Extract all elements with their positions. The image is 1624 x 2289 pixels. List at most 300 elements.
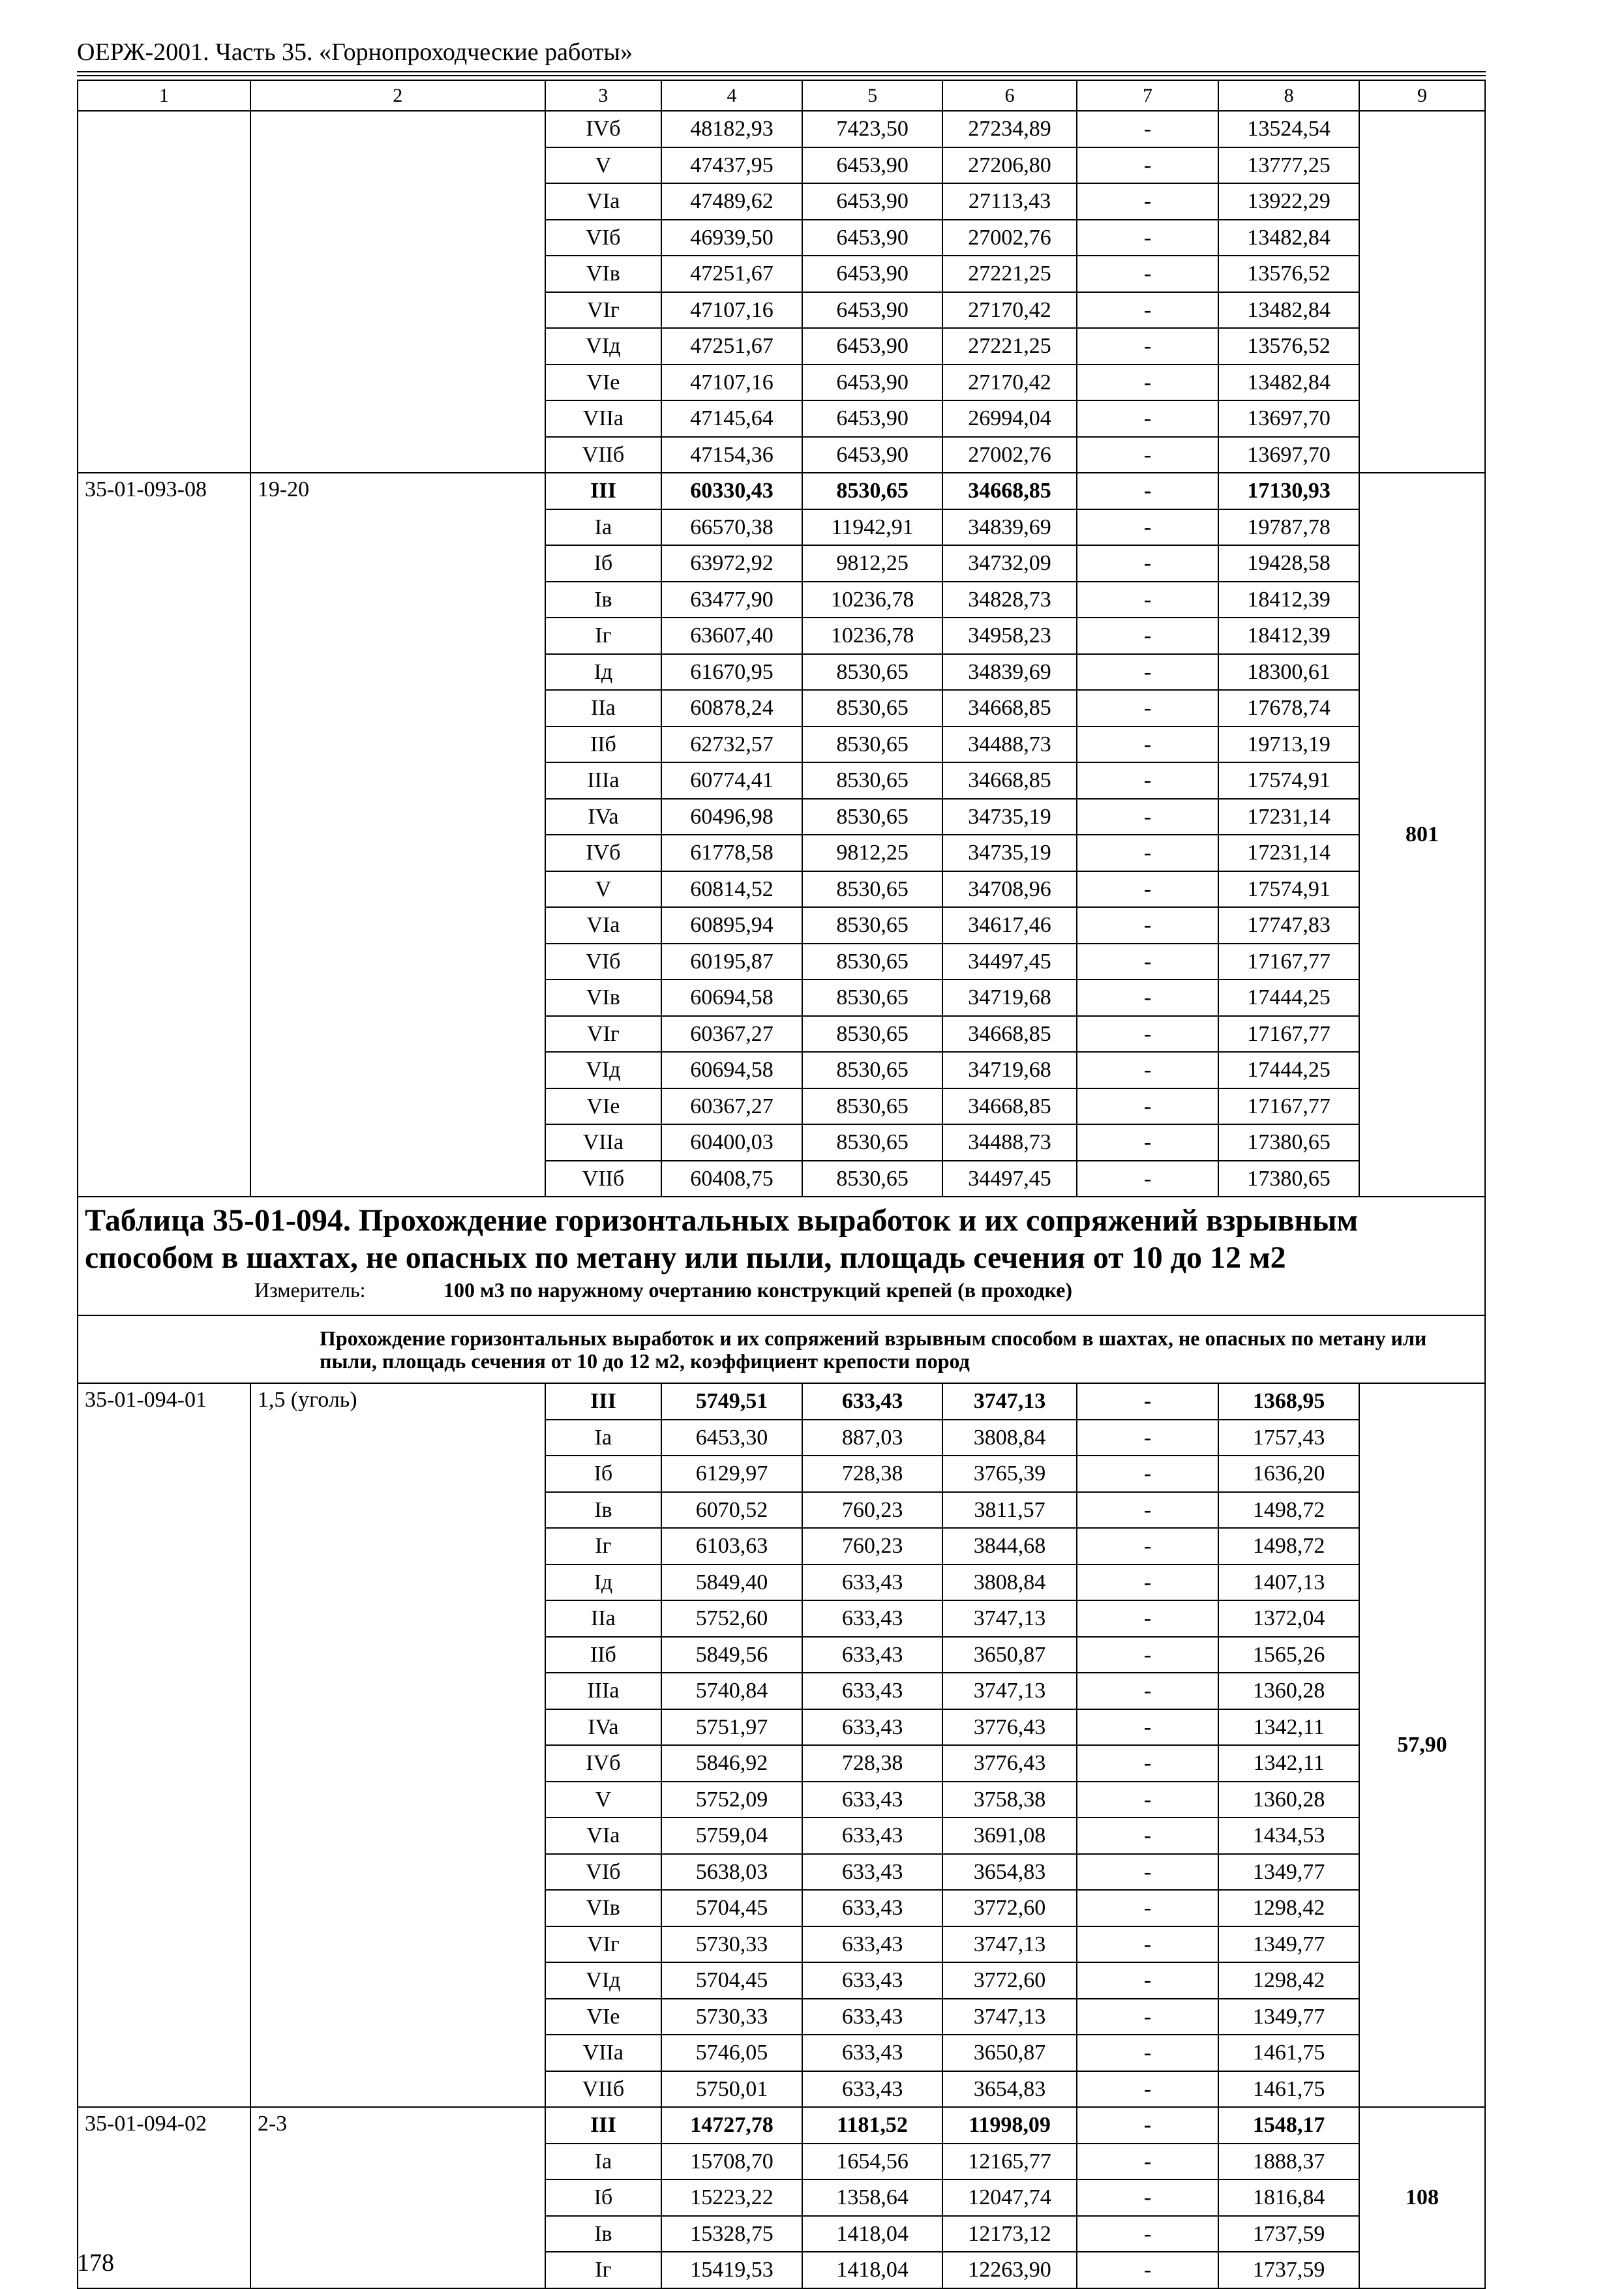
wages-cell: 633,43: [802, 1999, 943, 2035]
materials-cell: 13697,70: [1218, 437, 1359, 473]
rates-table: [77, 80, 1486, 2289]
column-header: 7: [1077, 80, 1219, 111]
materials-cell: 19428,58: [1218, 545, 1359, 582]
conditions-cell: VIe: [545, 1999, 662, 2035]
machinery-cell: 34732,09: [942, 545, 1076, 582]
direct-cost-cell: 48182,93: [661, 111, 802, 147]
table-row: [78, 2107, 1485, 2144]
drivers-wages-cell: -: [1077, 762, 1219, 799]
direct-cost-cell: 60195,87: [661, 944, 802, 980]
machinery-cell: 3772,60: [942, 1962, 1076, 1999]
materials-cell: 1360,28: [1218, 1782, 1359, 1818]
wages-cell: 633,43: [802, 1818, 943, 1854]
materials-cell: 13576,52: [1218, 328, 1359, 365]
direct-cost-cell: 60330,43: [661, 473, 802, 509]
conditions-cell: VIб: [545, 944, 662, 980]
machinery-cell: 34839,69: [942, 654, 1076, 691]
machinery-cell: 3772,60: [942, 1890, 1076, 1926]
materials-cell: 17444,25: [1218, 980, 1359, 1016]
drivers-wages-cell: -: [1077, 1124, 1219, 1161]
drivers-wages-cell: -: [1077, 1052, 1219, 1088]
drivers-wages-cell: -: [1077, 365, 1219, 401]
materials-cell: 1407,13: [1218, 1564, 1359, 1601]
direct-cost-cell: 5752,09: [661, 1782, 802, 1818]
direct-cost-cell: 61778,58: [661, 835, 802, 871]
machinery-cell: 34708,96: [942, 871, 1076, 908]
conditions-cell: VIд: [545, 1052, 662, 1088]
materials-cell: 17380,65: [1218, 1124, 1359, 1161]
unit-label: Измеритель:: [254, 1278, 366, 1302]
direct-cost-cell: 5751,97: [661, 1709, 802, 1746]
drivers-wages-cell: -: [1077, 871, 1219, 908]
wages-cell: 11942,91: [802, 509, 943, 546]
drivers-wages-cell: -: [1077, 1564, 1219, 1601]
wages-cell: 1418,04: [802, 2252, 943, 2288]
wages-cell: 10236,78: [802, 618, 943, 654]
drivers-wages-cell: -: [1077, 2179, 1219, 2216]
drivers-wages-cell: -: [1077, 654, 1219, 691]
machinery-cell: 27221,25: [942, 328, 1076, 365]
rate-code-cell: [78, 111, 250, 473]
direct-cost-cell: 46939,50: [661, 220, 802, 256]
direct-cost-cell: 63477,90: [661, 582, 802, 618]
machinery-cell: 27221,25: [942, 256, 1076, 292]
conditions-cell: VIa: [545, 183, 662, 220]
conditions-cell: IIб: [545, 726, 662, 763]
wages-cell: 728,38: [802, 1456, 943, 1492]
direct-cost-cell: 47145,64: [661, 400, 802, 437]
wages-cell: 6453,90: [802, 328, 943, 365]
conditions-cell: IIIa: [545, 1673, 662, 1709]
machinery-cell: 12165,77: [942, 2144, 1076, 2180]
conditions-cell: VIa: [545, 907, 662, 944]
drivers-wages-cell: -: [1077, 618, 1219, 654]
drivers-wages-cell: -: [1077, 1926, 1219, 1963]
wages-cell: 760,23: [802, 1528, 943, 1564]
direct-cost-cell: 5704,45: [661, 1890, 802, 1926]
drivers-wages-cell: -: [1077, 437, 1219, 473]
materials-cell: 1737,59: [1218, 2216, 1359, 2252]
wages-cell: 9812,25: [802, 545, 943, 582]
conditions-cell: VIIa: [545, 1124, 662, 1161]
conditions-cell: VIIб: [545, 2071, 662, 2108]
machinery-cell: 34735,19: [942, 799, 1076, 835]
wages-cell: 9812,25: [802, 835, 943, 871]
wages-cell: 6453,90: [802, 147, 943, 184]
direct-cost-cell: 47154,36: [661, 437, 802, 473]
conditions-cell: VIб: [545, 220, 662, 256]
wages-cell: 633,43: [802, 1673, 943, 1709]
conditions-cell: VIIб: [545, 437, 662, 473]
drivers-wages-cell: -: [1077, 2071, 1219, 2108]
direct-cost-cell: 14727,78: [661, 2107, 802, 2144]
conditions-cell: V: [545, 1782, 662, 1818]
direct-cost-cell: 60367,27: [661, 1088, 802, 1125]
column-header: 9: [1359, 80, 1485, 111]
conditions-cell: IIб: [545, 1637, 662, 1673]
materials-cell: 1816,84: [1218, 2179, 1359, 2216]
drivers-wages-cell: -: [1077, 111, 1219, 147]
machinery-cell: 27234,89: [942, 111, 1076, 147]
machinery-cell: 3650,87: [942, 2035, 1076, 2071]
machinery-cell: 34668,85: [942, 690, 1076, 726]
materials-cell: 18412,39: [1218, 582, 1359, 618]
conditions-cell: IVб: [545, 1745, 662, 1782]
wages-cell: 6453,90: [802, 365, 943, 401]
direct-cost-cell: 5730,33: [661, 1926, 802, 1963]
drivers-wages-cell: -: [1077, 509, 1219, 546]
machinery-cell: 12047,74: [942, 2179, 1076, 2216]
materials-cell: 17678,74: [1218, 690, 1359, 726]
wages-cell: 8530,65: [802, 1016, 943, 1053]
column-header: 3: [545, 80, 662, 111]
materials-cell: 1372,04: [1218, 1600, 1359, 1637]
materials-cell: 17167,77: [1218, 944, 1359, 980]
materials-cell: 17231,14: [1218, 799, 1359, 835]
direct-cost-cell: 61670,95: [661, 654, 802, 691]
wages-cell: 10236,78: [802, 582, 943, 618]
materials-cell: 13576,52: [1218, 256, 1359, 292]
machinery-cell: 34958,23: [942, 618, 1076, 654]
materials-cell: 17380,65: [1218, 1161, 1359, 1197]
unit-line: [85, 1279, 1478, 1302]
wages-cell: 633,43: [802, 1637, 943, 1673]
parameter-cell: 2-3: [250, 2107, 545, 2288]
machinery-cell: 27206,80: [942, 147, 1076, 184]
materials-cell: 18300,61: [1218, 654, 1359, 691]
direct-cost-cell: 6453,30: [661, 1420, 802, 1456]
conditions-cell: VIв: [545, 256, 662, 292]
direct-cost-cell: 15419,53: [661, 2252, 802, 2288]
materials-cell: 19713,19: [1218, 726, 1359, 763]
materials-cell: 13777,25: [1218, 147, 1359, 184]
materials-cell: 17167,77: [1218, 1016, 1359, 1053]
machinery-cell: 3844,68: [942, 1528, 1076, 1564]
wages-cell: 8530,65: [802, 799, 943, 835]
conditions-cell: Iг: [545, 2252, 662, 2288]
wages-cell: 633,43: [802, 2071, 943, 2108]
direct-cost-cell: 5740,84: [661, 1673, 802, 1709]
materials-cell: 17574,91: [1218, 762, 1359, 799]
wages-cell: 6453,90: [802, 220, 943, 256]
conditions-cell: Iв: [545, 2216, 662, 2252]
wages-cell: 633,43: [802, 1962, 943, 1999]
page-number: 178: [77, 2249, 114, 2277]
wages-cell: 8530,65: [802, 907, 943, 944]
machinery-cell: 3765,39: [942, 1456, 1076, 1492]
wages-cell: 633,43: [802, 1890, 943, 1926]
conditions-cell: VIд: [545, 1962, 662, 1999]
conditions-cell: IIIa: [545, 762, 662, 799]
wages-cell: 8530,65: [802, 1161, 943, 1197]
column-header: 8: [1218, 80, 1359, 111]
machinery-cell: 3811,57: [942, 1492, 1076, 1529]
conditions-cell: VIг: [545, 292, 662, 329]
direct-cost-cell: 5752,60: [661, 1600, 802, 1637]
materials-cell: 1349,77: [1218, 1999, 1359, 2035]
wages-cell: 6453,90: [802, 437, 943, 473]
table-row: [78, 473, 1485, 509]
materials-cell: 1360,28: [1218, 1673, 1359, 1709]
materials-cell: 1757,43: [1218, 1420, 1359, 1456]
direct-cost-cell: 60694,58: [661, 1052, 802, 1088]
table-title: Таблица 35-01-094. Прохождение горизонтальных выработок и их сопряжений взрывным способом в шахтах, не опасных по метану или пыли, площадь сечения от 10 до 12 м2: [85, 1203, 1359, 1275]
machinery-cell: 34668,85: [942, 762, 1076, 799]
drivers-wages-cell: -: [1077, 582, 1219, 618]
materials-cell: 1368,95: [1218, 1383, 1359, 1420]
direct-cost-cell: 60400,03: [661, 1124, 802, 1161]
drivers-wages-cell: -: [1077, 835, 1219, 871]
wages-cell: 8530,65: [802, 1124, 943, 1161]
conditions-cell: VIe: [545, 365, 662, 401]
conditions-cell: VIг: [545, 1926, 662, 1963]
drivers-wages-cell: -: [1077, 256, 1219, 292]
drivers-wages-cell: -: [1077, 1673, 1219, 1709]
wages-cell: 633,43: [802, 1709, 943, 1746]
materials-cell: 1342,11: [1218, 1709, 1359, 1746]
drivers-wages-cell: -: [1077, 400, 1219, 437]
column-header: 1: [78, 80, 250, 111]
conditions-cell: IVб: [545, 835, 662, 871]
direct-cost-cell: 47437,95: [661, 147, 802, 184]
table-heading-cell: [78, 1197, 1485, 1315]
drivers-wages-cell: -: [1077, 1528, 1219, 1564]
wages-cell: 1654,56: [802, 2144, 943, 2180]
materials-cell: 1498,72: [1218, 1492, 1359, 1529]
direct-cost-cell: 5759,04: [661, 1818, 802, 1854]
materials-cell: 1548,17: [1218, 2107, 1359, 2144]
materials-cell: 17130,93: [1218, 473, 1359, 509]
machinery-cell: 34668,85: [942, 1088, 1076, 1125]
drivers-wages-cell: -: [1077, 2252, 1219, 2288]
drivers-wages-cell: -: [1077, 328, 1219, 365]
conditions-cell: Iв: [545, 1492, 662, 1529]
machinery-cell: 27170,42: [942, 365, 1076, 401]
drivers-wages-cell: -: [1077, 799, 1219, 835]
machinery-cell: 34497,45: [942, 1161, 1076, 1197]
wages-cell: 1358,64: [802, 2179, 943, 2216]
direct-cost-cell: 15223,22: [661, 2179, 802, 2216]
conditions-cell: Iд: [545, 654, 662, 691]
rate-code-cell: 35-01-094-02: [78, 2107, 250, 2288]
direct-cost-cell: 15708,70: [661, 2144, 802, 2180]
machinery-cell: 3808,84: [942, 1420, 1076, 1456]
wages-cell: 8530,65: [802, 473, 943, 509]
materials-cell: 1636,20: [1218, 1456, 1359, 1492]
direct-cost-cell: 5849,56: [661, 1637, 802, 1673]
direct-cost-cell: 60895,94: [661, 907, 802, 944]
machinery-cell: 27170,42: [942, 292, 1076, 329]
wages-cell: 633,43: [802, 1926, 943, 1963]
machinery-cell: 3650,87: [942, 1637, 1076, 1673]
conditions-cell: VIв: [545, 1890, 662, 1926]
column-header: 6: [942, 80, 1076, 111]
conditions-cell: Iв: [545, 582, 662, 618]
drivers-wages-cell: -: [1077, 1745, 1219, 1782]
machinery-cell: 3747,13: [942, 1600, 1076, 1637]
labor-cost-cell: 108: [1359, 2107, 1485, 2288]
wages-cell: 633,43: [802, 1854, 943, 1891]
wages-cell: 8530,65: [802, 944, 943, 980]
materials-cell: 1737,59: [1218, 2252, 1359, 2288]
conditions-cell: IVa: [545, 799, 662, 835]
direct-cost-cell: 15328,75: [661, 2216, 802, 2252]
drivers-wages-cell: -: [1077, 1999, 1219, 2035]
machinery-cell: 34735,19: [942, 835, 1076, 871]
header-rule: [77, 75, 1486, 76]
materials-cell: 1498,72: [1218, 1528, 1359, 1564]
machinery-cell: 3654,83: [942, 1854, 1076, 1891]
wages-cell: 6453,90: [802, 400, 943, 437]
wages-cell: 633,43: [802, 1782, 943, 1818]
machinery-cell: 3654,83: [942, 2071, 1076, 2108]
direct-cost-cell: 60496,98: [661, 799, 802, 835]
direct-cost-cell: 5750,01: [661, 2071, 802, 2108]
column-header: 5: [802, 80, 943, 111]
wages-cell: 8530,65: [802, 1052, 943, 1088]
drivers-wages-cell: -: [1077, 2107, 1219, 2144]
wages-cell: 760,23: [802, 1492, 943, 1529]
materials-cell: 1565,26: [1218, 1637, 1359, 1673]
wages-cell: 8530,65: [802, 980, 943, 1016]
drivers-wages-cell: -: [1077, 1637, 1219, 1673]
drivers-wages-cell: -: [1077, 1962, 1219, 1999]
conditions-cell: VIд: [545, 328, 662, 365]
materials-cell: 17167,77: [1218, 1088, 1359, 1125]
direct-cost-cell: 5704,45: [661, 1962, 802, 1999]
machinery-cell: 12263,90: [942, 2252, 1076, 2288]
machinery-cell: 34828,73: [942, 582, 1076, 618]
materials-cell: 1434,53: [1218, 1818, 1359, 1854]
direct-cost-cell: 5849,40: [661, 1564, 802, 1601]
machinery-cell: 34488,73: [942, 726, 1076, 763]
machinery-cell: 34488,73: [942, 1124, 1076, 1161]
wages-cell: 633,43: [802, 1600, 943, 1637]
conditions-cell: VIIa: [545, 400, 662, 437]
drivers-wages-cell: -: [1077, 1709, 1219, 1746]
wages-cell: 8530,65: [802, 726, 943, 763]
direct-cost-cell: 5730,33: [661, 1999, 802, 2035]
conditions-cell: IIa: [545, 1600, 662, 1637]
table-row: [78, 111, 1485, 147]
wages-cell: 1181,52: [802, 2107, 943, 2144]
conditions-cell: VIIa: [545, 2035, 662, 2071]
direct-cost-cell: 47107,16: [661, 292, 802, 329]
labor-cost-cell: 57,90: [1359, 1383, 1485, 2107]
column-header: 4: [661, 80, 802, 111]
materials-cell: 17747,83: [1218, 907, 1359, 944]
conditions-cell: VIб: [545, 1854, 662, 1891]
direct-cost-cell: 66570,38: [661, 509, 802, 546]
direct-cost-cell: 60878,24: [661, 690, 802, 726]
conditions-cell: Iг: [545, 1528, 662, 1564]
conditions-cell: VIг: [545, 1016, 662, 1053]
machinery-cell: 34839,69: [942, 509, 1076, 546]
direct-cost-cell: 63607,40: [661, 618, 802, 654]
conditions-cell: Ia: [545, 509, 662, 546]
direct-cost-cell: 5638,03: [661, 1854, 802, 1891]
conditions-cell: Ia: [545, 1420, 662, 1456]
wages-cell: 728,38: [802, 1745, 943, 1782]
materials-cell: 1298,42: [1218, 1962, 1359, 1999]
materials-cell: 1461,75: [1218, 2071, 1359, 2108]
wages-cell: 8530,65: [802, 1088, 943, 1125]
materials-cell: 1342,11: [1218, 1745, 1359, 1782]
wages-cell: 8530,65: [802, 690, 943, 726]
conditions-cell: VIa: [545, 1818, 662, 1854]
drivers-wages-cell: -: [1077, 1016, 1219, 1053]
unit-value: 100 м3 по наружному очертанию конструкций крепей (в проходке): [444, 1278, 1073, 1302]
direct-cost-cell: 60774,41: [661, 762, 802, 799]
machinery-cell: 34719,68: [942, 1052, 1076, 1088]
conditions-cell: Iб: [545, 1456, 662, 1492]
wages-cell: 6453,90: [802, 183, 943, 220]
machinery-cell: 34719,68: [942, 980, 1076, 1016]
conditions-cell: VIIб: [545, 1161, 662, 1197]
drivers-wages-cell: -: [1077, 545, 1219, 582]
materials-cell: 13482,84: [1218, 292, 1359, 329]
wages-cell: 6453,90: [802, 292, 943, 329]
machinery-cell: 34668,85: [942, 1016, 1076, 1053]
parameter-cell: 1,5 (уголь): [250, 1383, 545, 2107]
materials-cell: 1461,75: [1218, 2035, 1359, 2071]
conditions-cell: IVa: [545, 1709, 662, 1746]
description-cell: Прохождение горизонтальных выработок и их сопряжений взрывным способом в шахтах, не опасных по метану или пыли, площадь сечения от 10 до 12 м2, коэффициент крепости пород: [78, 1315, 1485, 1383]
machinery-cell: 34617,46: [942, 907, 1076, 944]
machinery-cell: 3691,08: [942, 1818, 1076, 1854]
drivers-wages-cell: -: [1077, 183, 1219, 220]
machinery-cell: 34497,45: [942, 944, 1076, 980]
wages-cell: 633,43: [802, 1383, 943, 1420]
drivers-wages-cell: -: [1077, 980, 1219, 1016]
materials-cell: 1349,77: [1218, 1854, 1359, 1891]
drivers-wages-cell: -: [1077, 2216, 1219, 2252]
conditions-cell: Iб: [545, 2179, 662, 2216]
drivers-wages-cell: -: [1077, 473, 1219, 509]
rate-code-cell: 35-01-093-08: [78, 473, 250, 1197]
machinery-cell: 3776,43: [942, 1745, 1076, 1782]
wages-cell: 8530,65: [802, 871, 943, 908]
direct-cost-cell: 60694,58: [661, 980, 802, 1016]
conditions-cell: VIe: [545, 1088, 662, 1125]
direct-cost-cell: 47489,62: [661, 183, 802, 220]
drivers-wages-cell: -: [1077, 1854, 1219, 1891]
drivers-wages-cell: -: [1077, 2035, 1219, 2071]
materials-cell: 13524,54: [1218, 111, 1359, 147]
machinery-cell: 27002,76: [942, 220, 1076, 256]
direct-cost-cell: 60814,52: [661, 871, 802, 908]
conditions-cell: Ia: [545, 2144, 662, 2180]
machinery-cell: 12173,12: [942, 2216, 1076, 2252]
conditions-cell: Iб: [545, 545, 662, 582]
direct-cost-cell: 47107,16: [661, 365, 802, 401]
conditions-cell: VIв: [545, 980, 662, 1016]
materials-cell: 1298,42: [1218, 1890, 1359, 1926]
conditions-cell: V: [545, 147, 662, 184]
direct-cost-cell: 6103,63: [661, 1528, 802, 1564]
materials-cell: 1349,77: [1218, 1926, 1359, 1963]
wages-cell: 633,43: [802, 1564, 943, 1601]
drivers-wages-cell: -: [1077, 1818, 1219, 1854]
drivers-wages-cell: -: [1077, 726, 1219, 763]
conditions-cell: IVб: [545, 111, 662, 147]
labor-cost-cell: [1359, 111, 1485, 473]
drivers-wages-cell: -: [1077, 1890, 1219, 1926]
header-rule: [77, 71, 1486, 72]
materials-cell: 17444,25: [1218, 1052, 1359, 1088]
conditions-cell: III: [545, 473, 662, 509]
drivers-wages-cell: -: [1077, 1782, 1219, 1818]
